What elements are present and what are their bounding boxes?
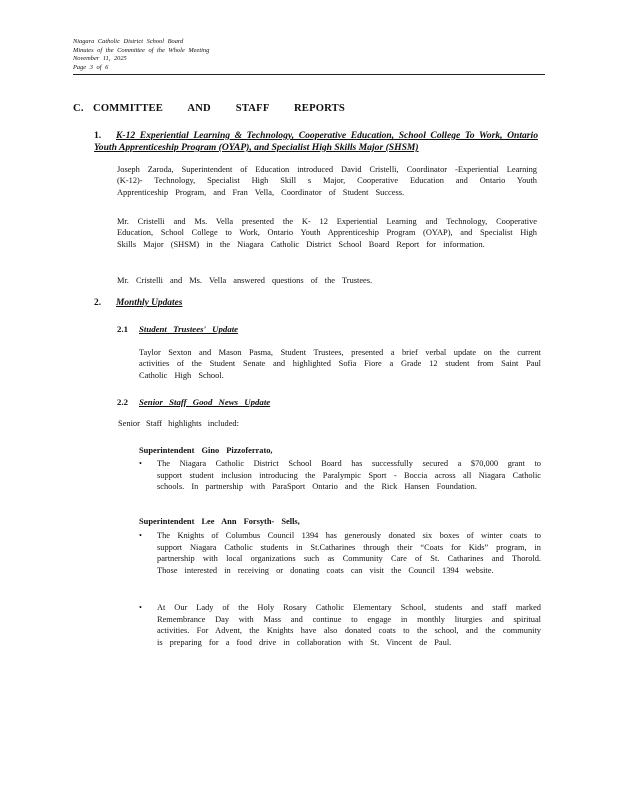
subitem-2-1-title: Student Trustees' Update (139, 324, 239, 334)
subitem-2-1-heading (117, 324, 238, 334)
bullet-text: The Knights of Columbus Council 1394 has generously donated six boxes of winter coats to support Niagara Catholic students in St.Catharines through their “Coats for Kids” program, in partnership with local organizations such as Community Care of St. Catharines and Thorold. Those interested in receiving or donating coats can visit the Council 1394 website. (157, 531, 541, 575)
item-1-title: K-12 Experiential Learning & Technology, Cooperative Education, School College To Work, Ontario Youth Apprenticeship Program (OYAP), and Specialist High Skills Major (SHSM) (94, 130, 538, 153)
section-label: C. (73, 103, 84, 114)
item-2-title: Monthly Updates (116, 298, 183, 308)
item-2-heading (94, 298, 182, 308)
item-1-number: 1. (94, 130, 102, 141)
subitem-2-2-heading (117, 397, 270, 407)
bullet-text: At Our Lady of the Holy Rosary Catholic Elementary School, students and staff marked Remembrance Day with Mass and continue to engage in monthly liturgies and spiritual activities. For Advent, the Knights have also donated coats to the school, and the community is preparing for a food drive in collaboration with St. Vincent de Paul. (157, 603, 541, 647)
subitem-2-2-number: 2.2 (117, 397, 128, 407)
item-1-paragraph-presentation: Mr. Cristelli and Ms. Vella presented the K- 12 Experiential Learning and Technology, Cooperative Education, School College to Work, Ontario Youth Apprenticeship Program (OYAP), and Specialist High Skills Major (SHSM) in the Niagara Catholic District School Board Report for information. (117, 217, 537, 249)
section-title: COMMITTEE AND STAFF REPORTS (93, 103, 346, 114)
superintendent-2-name: Superintendent Lee Ann Forsyth- Sells, (139, 517, 300, 526)
subitem-2-1-number: 2.1 (117, 324, 128, 334)
bullet-icon: • (139, 459, 142, 468)
item-2-number: 2. (94, 298, 102, 308)
bullet-item (139, 530, 541, 576)
header-date: November 11, 2025 (73, 55, 127, 63)
superintendent-1-name: Superintendent Gino Pizzoferrato, (139, 446, 273, 455)
bullet-item (139, 602, 541, 648)
bullet-text: The Niagara Catholic District School Board has successfully secured a $70,000 grant to support student inclusion introducing the Paralympic Sport - Boccia across all Niagara Catholic schools. In partnership with ParaSport Ontario and the Rick Hansen Foundation. (157, 459, 541, 492)
item-1-heading (94, 130, 538, 154)
item-1-paragraph-intro: Joseph Zaroda, Superintendent of Education introduced David Cristelli, Coordinator -Experiential Learning (K-12)- Technology, Specialist High Skill s Major, Cooperative Education and Ontario Youth Apprenticeship Program, and Fran Vella, Coordinator of Student Success. (117, 165, 537, 197)
header-divider (73, 74, 545, 75)
item-1-paragraph-questions: Mr. Cristelli and Ms. Vella answered questions of the Trustees. (117, 276, 373, 285)
header-page-number: Page 3 of 6 (73, 63, 109, 71)
page-header (73, 38, 209, 72)
header-board-name: Niagara Catholic District School Board (73, 38, 184, 45)
bullet-item (139, 458, 541, 493)
subitem-2-2-intro: Senior Staff highlights included: (118, 419, 239, 428)
bullet-icon: • (139, 531, 142, 540)
section-heading (73, 103, 345, 114)
header-minutes-title: Minutes of the Committee of the Whole Meeting (73, 46, 210, 54)
bullet-icon: • (139, 603, 142, 612)
subitem-2-2-title: Senior Staff Good News Update (139, 397, 271, 407)
subitem-2-1-body: Taylor Sexton and Mason Pasma, Student Trustees, presented a brief verbal update on the current activities of the Student Senate and highlighted Sofia Fiore a Grade 12 student from Saint Paul Catholic High School. (139, 348, 541, 380)
